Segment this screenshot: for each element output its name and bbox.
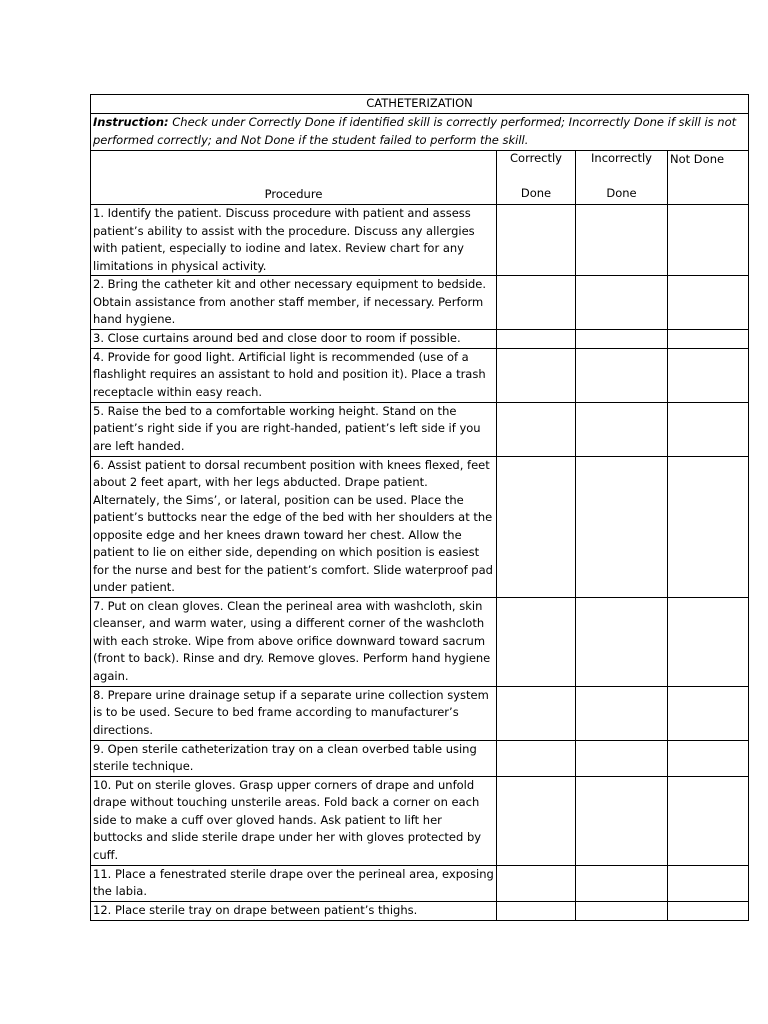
step-2-not-done-cell[interactable] — [668, 276, 749, 330]
table-row — [91, 865, 749, 901]
steps-body — [91, 205, 749, 921]
step-4-correctly-done-cell[interactable] — [497, 348, 576, 402]
step-4-incorrectly-done-cell[interactable] — [576, 348, 668, 402]
step-12-correctly-done-cell[interactable] — [497, 901, 576, 920]
step-3-text: 3. Close curtains around bed and close door to room if possible. — [91, 330, 497, 349]
header-row — [91, 151, 749, 205]
step-3-correctly-done-cell[interactable] — [497, 330, 576, 349]
step-11-text: 11. Place a fenestrated sterile drape over the perineal area, exposing the labia. — [91, 865, 497, 901]
step-5-incorrectly-done-cell[interactable] — [576, 402, 668, 456]
step-11-incorrectly-done-cell[interactable] — [576, 865, 668, 901]
correctly-done-header — [497, 151, 576, 205]
step-2-correctly-done-cell[interactable] — [497, 276, 576, 330]
step-9-not-done-cell[interactable] — [668, 740, 749, 776]
step-10-incorrectly-done-cell[interactable] — [576, 776, 668, 865]
table-row — [91, 402, 749, 456]
table-row — [91, 776, 749, 865]
incorrectly-header-line1: Incorrectly — [591, 151, 652, 165]
correctly-header-line1: Correctly — [510, 151, 562, 165]
step-12-incorrectly-done-cell[interactable] — [576, 901, 668, 920]
step-9-text: 9. Open sterile catheterization tray on a clean overbed table using sterile technique. — [91, 740, 497, 776]
incorrectly-header-line2: Done — [606, 185, 637, 200]
step-8-text: 8. Prepare urine drainage setup if a separate urine collection system is to be used. Secure to bed frame according to manufacturer’s directions. — [91, 686, 497, 740]
step-4-not-done-cell[interactable] — [668, 348, 749, 402]
step-8-correctly-done-cell[interactable] — [497, 686, 576, 740]
table-row — [91, 740, 749, 776]
catheterization-checklist — [90, 94, 749, 921]
step-10-correctly-done-cell[interactable] — [497, 776, 576, 865]
instruction-cell — [91, 114, 749, 151]
step-1-text: 1. Identify the patient. Discuss procedure with patient and assess patient’s ability to assist with the procedure. Discuss any allergies with patient, especially to iodine and latex. Review chart for any limitations in physical activity. — [91, 205, 497, 276]
step-7-text: 7. Put on clean gloves. Clean the perineal area with washcloth, skin cleanser, and warm water, using a different corner of the washcloth with each stroke. Wipe from above orifice downward toward sacrum (front to back). Rinse and dry. Remove gloves. Perform hand hygiene again. — [91, 597, 497, 686]
table-row — [91, 597, 749, 686]
step-11-correctly-done-cell[interactable] — [497, 865, 576, 901]
table-row — [91, 686, 749, 740]
table-row — [91, 456, 749, 597]
instruction-label: Instruction: — [93, 115, 169, 129]
step-1-not-done-cell[interactable] — [668, 205, 749, 276]
step-6-incorrectly-done-cell[interactable] — [576, 456, 668, 597]
instruction-text: Check under Correctly Done if identified skill is correctly performed; Incorrectly Done if skill is not performed correctly; and Not Done if the student failed to perform the skill. — [93, 115, 737, 147]
step-9-incorrectly-done-cell[interactable] — [576, 740, 668, 776]
table-row — [91, 276, 749, 330]
step-3-incorrectly-done-cell[interactable] — [576, 330, 668, 349]
step-10-not-done-cell[interactable] — [668, 776, 749, 865]
step-6-not-done-cell[interactable] — [668, 456, 749, 597]
checklist-title: CATHETERIZATION — [91, 95, 749, 114]
step-9-correctly-done-cell[interactable] — [497, 740, 576, 776]
step-12-text: 12. Place sterile tray on drape between patient’s thighs. — [91, 901, 497, 920]
step-2-text: 2. Bring the catheter kit and other necessary equipment to bedside. Obtain assistance from another staff member, if necessary. Perform hand hygiene. — [91, 276, 497, 330]
step-4-text: 4. Provide for good light. Artificial light is recommended (use of a flashlight requires an assistant to hold and position it). Place a trash receptacle within easy reach. — [91, 348, 497, 402]
step-5-text: 5. Raise the bed to a comfortable working height. Stand on the patient’s right side if you are right-handed, patient’s left side if you are left handed. — [91, 402, 497, 456]
step-5-not-done-cell[interactable] — [668, 402, 749, 456]
step-1-correctly-done-cell[interactable] — [497, 205, 576, 276]
step-11-not-done-cell[interactable] — [668, 865, 749, 901]
instruction-row — [91, 114, 749, 151]
step-5-correctly-done-cell[interactable] — [497, 402, 576, 456]
step-6-text: 6. Assist patient to dorsal recumbent position with knees flexed, feet about 2 feet apart, with her legs abducted. Drape patient. Alternately, the Sims’, or lateral, position can be used. Place the patient’s buttocks near the edge of the bed with her shoulders at the opposite edge and her knees drawn toward her chest. Allow the patient to lie on either side, depending on which position is easiest for the nurse and best for the patient’s comfort. Slide waterproof pad under patient. — [91, 456, 497, 597]
procedure-header: Procedure — [91, 151, 497, 205]
step-10-text: 10. Put on sterile gloves. Grasp upper corners of drape and unfold drape without touching unsterile areas. Fold back a corner on each side to make a cuff over gloved hands. Ask patient to lift her buttocks and slide sterile drape under her with gloves protected by cuff. — [91, 776, 497, 865]
table-row — [91, 348, 749, 402]
step-7-not-done-cell[interactable] — [668, 597, 749, 686]
step-3-not-done-cell[interactable] — [668, 330, 749, 349]
step-7-incorrectly-done-cell[interactable] — [576, 597, 668, 686]
step-6-correctly-done-cell[interactable] — [497, 456, 576, 597]
table-row — [91, 330, 749, 349]
step-8-not-done-cell[interactable] — [668, 686, 749, 740]
not-done-header: Not Done — [668, 151, 749, 205]
table-row — [91, 901, 749, 920]
step-7-correctly-done-cell[interactable] — [497, 597, 576, 686]
title-row — [91, 95, 749, 114]
correctly-header-line2: Done — [520, 185, 552, 200]
step-8-incorrectly-done-cell[interactable] — [576, 686, 668, 740]
incorrectly-done-header — [576, 151, 668, 205]
step-1-incorrectly-done-cell[interactable] — [576, 205, 668, 276]
table-row — [91, 205, 749, 276]
step-2-incorrectly-done-cell[interactable] — [576, 276, 668, 330]
step-12-not-done-cell[interactable] — [668, 901, 749, 920]
